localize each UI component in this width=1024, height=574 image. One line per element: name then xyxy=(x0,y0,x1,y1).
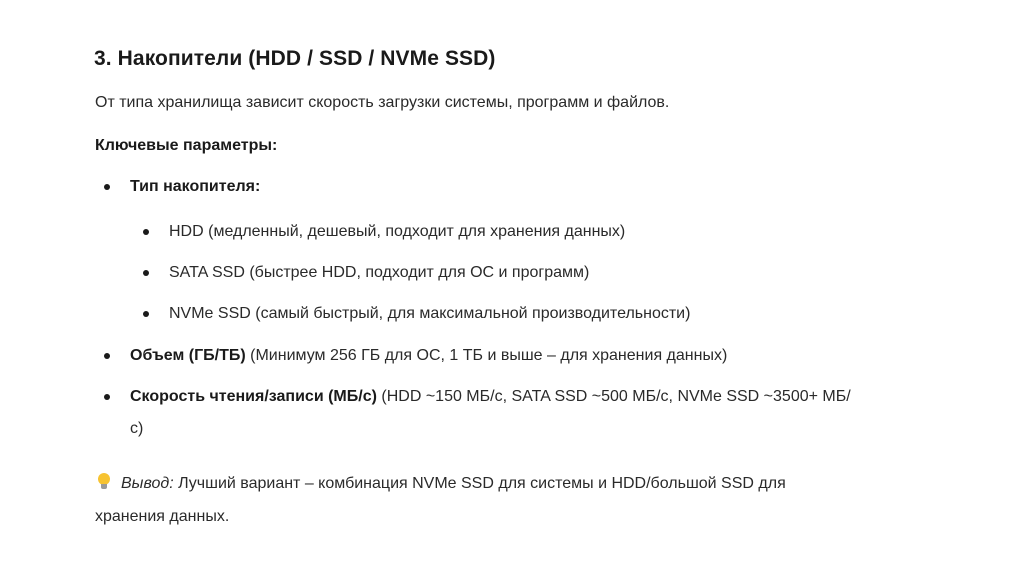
sub-bullet-hdd: HDD (медленный, дешевый, подходит для хранения данных) xyxy=(169,223,626,240)
bullet-dot xyxy=(104,394,110,400)
bullet-volume-label: Объем (ГБ/ТБ) xyxy=(130,347,246,364)
intro-text: От типа хранилища зависит скорость загрузки системы, программ и файлов. xyxy=(95,94,670,111)
sub-bullet-nvme-ssd: NVMe SSD (самый быстрый, для максимальной производительности) xyxy=(169,305,691,322)
bullet-speed-text: (HDD ~150 МБ/с, SATA SSD ~500 МБ/с, NVMe SSD ~3500+ МБ/ xyxy=(376,388,851,405)
bullet-dot xyxy=(104,184,110,190)
conclusion xyxy=(97,473,786,493)
sub-bullet-sata-ssd: SATA SSD (быстрее HDD, подходит для ОС и программ) xyxy=(169,264,590,281)
bullet-dot xyxy=(104,353,110,359)
page-title: 3. Накопители (HDD / SSD / NVMe SSD) xyxy=(94,47,496,70)
conclusion-text-line1: Лучший вариант – комбинация NVMe SSD для системы и HDD/большой SSD для xyxy=(173,475,786,492)
bullet-volume-text: (Минимум 256 ГБ для ОС, 1 ТБ и выше – для хранения данных) xyxy=(245,347,728,364)
sub-bullet-dot xyxy=(143,229,149,235)
key-params-heading: Ключевые параметры: xyxy=(95,137,278,154)
bullet-speed xyxy=(130,388,851,406)
bullet-type-label: Тип накопителя: xyxy=(130,178,261,195)
conclusion-label: Вывод: xyxy=(121,475,174,492)
bullet-speed-label: Скорость чтения/записи (МБ/с) xyxy=(130,388,377,405)
conclusion-text-line2: хранения данных. xyxy=(95,508,230,525)
bullet-speed-text-cont: с) xyxy=(130,420,144,437)
bullet-volume xyxy=(130,347,727,365)
lightbulb-icon xyxy=(97,473,111,491)
sub-bullet-dot xyxy=(143,270,149,276)
bullet-type xyxy=(130,178,260,196)
sub-bullet-dot xyxy=(143,311,149,317)
